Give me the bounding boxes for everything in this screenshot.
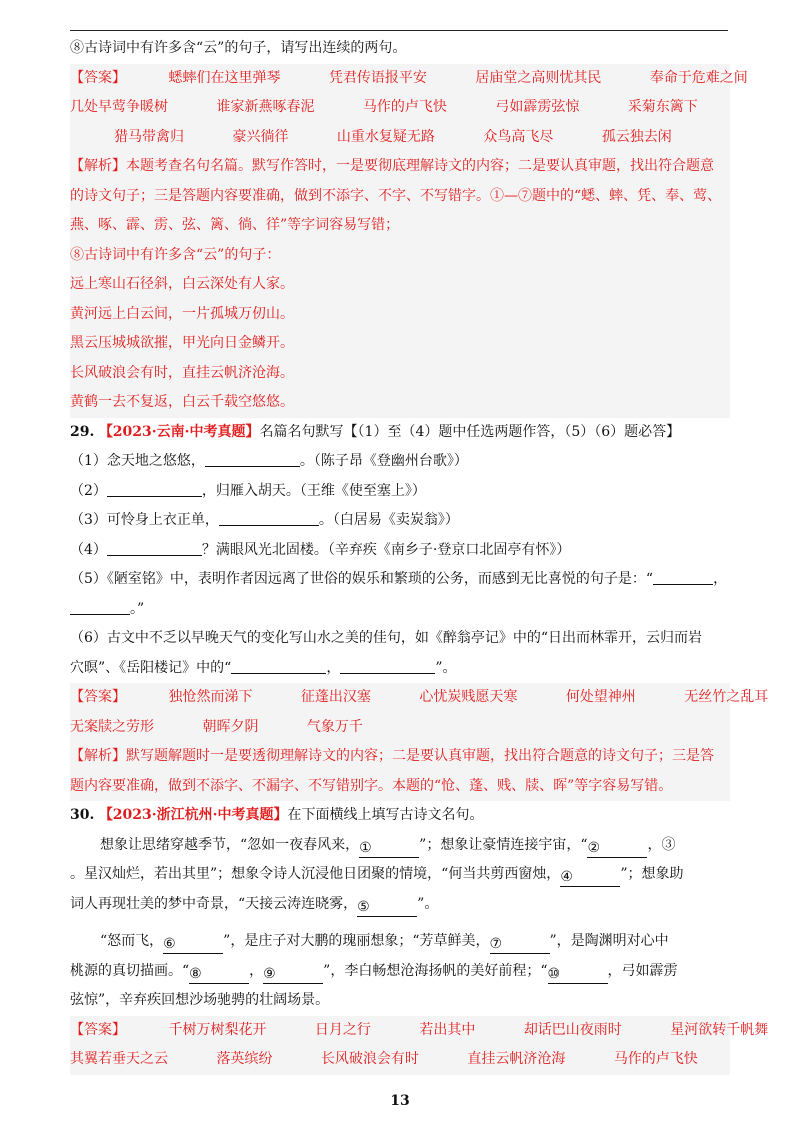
fill-blank-7[interactable]: ⑦	[490, 935, 550, 954]
item-text: ”，是陶渊明对心中	[549, 933, 669, 949]
q28-analysis-line	[70, 152, 730, 182]
page-content	[70, 34, 769, 1075]
q29-answer-row-1	[70, 683, 769, 713]
answer-item: 星河欲转千帆舞	[670, 1021, 769, 1038]
fill-blank-9[interactable]: ⑨	[263, 965, 323, 984]
q28-analysis-line: ⑧古诗词中有许多含“云”的句子：	[70, 246, 281, 263]
top-rule	[70, 30, 728, 31]
item-suffix: ，归雁入胡天。（王维《使至塞上》）	[201, 482, 426, 499]
q29-item-6-line-1: （6）古文中不乏以早晚天气的变化写山水之美的佳句，如《醉翁亭记》中的“日出而林霏开，云归而岩	[70, 630, 703, 646]
item-prefix: （4）	[70, 541, 107, 558]
item-text: 穴暝”、《岳阳楼记》中的“	[70, 659, 232, 676]
answer-item: 若出其中	[419, 1021, 476, 1038]
analysis-label: 【解析】	[70, 748, 126, 764]
answer-item: 无丝竹之乱耳	[684, 689, 769, 705]
answer-item: 日月之行	[314, 1021, 371, 1038]
item-text: ”；想象助	[620, 866, 684, 882]
item-text: 。”	[130, 600, 145, 617]
fill-blank[interactable]	[340, 657, 435, 674]
answer-item: 豪兴徜徉	[232, 128, 289, 145]
fill-blank-1[interactable]: ①	[359, 839, 419, 858]
analysis-text: 默写题解题时一是要透彻理解诗文的内容；二是要认真审题，找出符合题意的诗文句子；三是答	[126, 748, 714, 764]
item-prefix: （3）可怜身上衣正单，	[70, 512, 219, 528]
q29-item-3	[70, 506, 730, 536]
answer-item: 无案牍之劳形	[70, 718, 154, 735]
answer-item: 千树万树梨花开	[168, 1021, 267, 1038]
q28-analysis-line: 燕、啄、霹、雳、弦、篱、徜、徉”等字词容易写错；	[70, 217, 400, 233]
item-text: ”；想象让豪情连接宇宙，“	[419, 836, 588, 853]
q30-paragraph-1-line-3	[70, 890, 730, 920]
q29-item-4	[70, 536, 730, 566]
item-text: 桃源的真切描画。“	[70, 962, 190, 979]
item-suffix: 。（陈子昂《登幽州台歌》）	[299, 453, 468, 469]
answer-item: 山重水复疑无路	[336, 128, 435, 145]
q29-analysis-line: 题内容要准确，做到不添字、不漏字、不写错别字。本题的“怆、蓬、贱、牍、晖”等字容易写错。	[70, 777, 673, 794]
answer-item: 众鸟高飞尽	[483, 128, 554, 145]
question-title: 在下面横线上填写古诗文名句。	[287, 807, 484, 823]
q29-header	[70, 418, 730, 448]
answer-item: 孤云独去闲	[601, 128, 672, 145]
fill-blank-6[interactable]: ⑥	[163, 935, 223, 954]
q29-answer-block	[70, 683, 769, 801]
answer-item: 弓如霹雳弦惊	[495, 99, 580, 115]
fill-blank[interactable]	[231, 657, 326, 674]
q28-answer-block	[70, 64, 748, 418]
answer-item: 征蓬出汉塞	[300, 689, 371, 705]
answer-item: 却话巴山夜雨时	[523, 1021, 622, 1038]
fill-blank[interactable]	[205, 450, 300, 467]
q29-item-5-line-1	[70, 565, 730, 595]
answer-item: 其翼若垂天之云	[70, 1051, 168, 1067]
question-source: 【2023·云南·中考真题】	[98, 423, 260, 440]
answer-label: 【答案】	[70, 69, 126, 86]
fill-blank[interactable]	[107, 539, 202, 556]
q28-analysis-line: 远上寒山石径斜，白云深处有人家。	[70, 276, 294, 292]
answer-item: 心忧炭贱愿天寒	[419, 689, 518, 705]
q28-answer-row-1	[70, 64, 748, 94]
q29-item-5-line-2	[70, 595, 730, 625]
q29-item-2	[70, 477, 730, 507]
answer-label: 【答案】	[70, 689, 126, 705]
answer-item: 朝晖夕阴	[202, 718, 259, 735]
answer-item: 谁家新燕啄春泥	[216, 99, 315, 115]
item-text: 。星汉灿烂，若出其里”；想象令诗人沉浸他日团聚的情境，“何当共剪西窗烛，	[70, 866, 561, 882]
q28-intro-line: ⑧古诗词中有许多含“云”的句子，请写出连续的两句。	[70, 40, 407, 56]
fill-blank[interactable]	[107, 480, 202, 497]
fill-blank-10[interactable]: ⑩	[548, 965, 608, 984]
q30-answer-block	[70, 1016, 769, 1075]
q29-item-6-line-2	[70, 654, 730, 684]
q29-analysis-line	[70, 742, 730, 772]
answer-item: 采菊东篱下	[627, 99, 698, 115]
item-prefix: （1）念天地之悠悠，	[70, 453, 205, 469]
item-prefix: （2）	[70, 482, 107, 499]
item-text: ，弓如霹雳	[607, 962, 678, 979]
q30-paragraph-1-line-2	[70, 860, 730, 890]
answer-item: 凭君传语报平安	[328, 69, 427, 86]
answer-item: 气象万千	[306, 718, 363, 735]
analysis-label: 【解析】	[70, 158, 126, 174]
fill-blank-4[interactable]: ④	[560, 868, 620, 887]
q29-answer-row-2	[70, 713, 730, 743]
item-suffix: ？满眼风光北固楼。（辛弃疾《南乡子·登京口北固亭有怀》）	[201, 541, 571, 558]
item-text: ，	[647, 836, 662, 853]
q30-paragraph-2-line-3: 弦惊”，辛弃疾回想沙场驰骋的壮阔场景。	[70, 992, 330, 1008]
answer-item: 直挂云帆济沧海	[467, 1051, 566, 1067]
q30-header	[70, 801, 730, 831]
answer-item: 马作的卢飞快	[613, 1051, 698, 1067]
item-text: ”，李白畅想沧海扬帆的美好前程；“	[323, 962, 548, 979]
item-text: “怒而飞，	[100, 933, 164, 949]
answer-item: 蟋蟀们在这里弹琴	[168, 69, 281, 86]
q28-analysis-line: 的诗文句子；三是答题内容要准确，做到不添字、不字、不写错字。①—⑦题中的“蟋、蟀、凭、奉、莺、	[70, 187, 722, 204]
answer-label: 【答案】	[70, 1021, 126, 1038]
item-text: ”。	[417, 895, 439, 912]
q28-analysis-line: 长风破浪会有时，直挂云帆济沧海。	[70, 364, 294, 381]
answer-item: 奉命于危难之间	[649, 69, 748, 86]
answer-item: 几处早莺争暖树	[70, 99, 168, 115]
page-number: 13	[390, 1093, 410, 1109]
question-source: 【2023·浙江杭州·中考真题】	[98, 807, 288, 823]
analysis-text: 本题考查名句名篇。默写作答时，一是要彻底理解诗文的内容；二是要认真审题，找出符合题意	[126, 158, 714, 174]
question-number: 30.	[70, 807, 95, 823]
q28-answer-row-2	[70, 93, 730, 123]
fill-blank-3-marker: ③	[661, 836, 676, 853]
fill-blank-8[interactable]: ⑧	[189, 965, 249, 984]
question-number: 29.	[70, 423, 95, 440]
q28-analysis-line: 黄河远上白云间，一片孤城万仞山。	[70, 305, 294, 322]
q28-answer-row-3	[70, 123, 730, 153]
q30-answer-row-1	[70, 1016, 769, 1046]
answer-item: 何处望神州	[565, 689, 636, 705]
answer-item: 独怆然而涕下	[168, 689, 253, 705]
item-text: （5）《陋室铭》中，表明作者因远离了世俗的娱乐和繁琐的公务，而感到无比喜悦的句子是：“	[70, 571, 654, 587]
fill-blank[interactable]	[70, 598, 130, 615]
answer-item: 马作的卢飞快	[362, 99, 447, 115]
q30-paragraph-1-line-1	[70, 831, 730, 861]
answer-item: 居庙堂之高则忧其民	[475, 69, 602, 86]
fill-blank[interactable]	[653, 568, 713, 585]
q28-analysis-line: 黄鹤一去不复返，白云千载空悠悠。	[70, 394, 294, 410]
item-text: ”，是庄子对大鹏的瑰丽想象；“芳草鲜美，	[223, 933, 490, 949]
q30-paragraph-2-line-1	[70, 927, 730, 957]
q30-answer-row-2	[70, 1045, 730, 1075]
item-text: ”。	[435, 659, 457, 676]
answer-item: 猎马带禽归	[114, 128, 184, 145]
q30-paragraph-2-line-2	[70, 957, 730, 987]
item-text: 词人再现壮美的梦中奇景，“天接云涛连晓雾，	[70, 895, 358, 912]
q28-analysis-line: 黑云压城城欲摧，甲光向日金鳞开。	[70, 335, 294, 351]
item-text: ，	[326, 659, 341, 676]
fill-blank-2[interactable]: ②	[587, 839, 647, 858]
item-text: ，	[249, 962, 264, 979]
answer-item: 落英缤纷	[216, 1051, 273, 1067]
item-text: ，	[713, 571, 728, 587]
q29-item-1	[70, 447, 730, 477]
fill-blank-5[interactable]: ⑤	[357, 898, 417, 917]
item-text: 想象让思绪穿越季节，“忽如一夜春风来，	[100, 836, 360, 853]
answer-item: 长风破浪会有时	[320, 1051, 419, 1067]
question-title: 名篇名句默写【（1）至（4）题中任选两题作答，（5）（6）题必答】	[259, 423, 681, 440]
fill-blank[interactable]	[219, 509, 319, 526]
item-suffix: 。（白居易《卖炭翁》）	[318, 512, 459, 528]
